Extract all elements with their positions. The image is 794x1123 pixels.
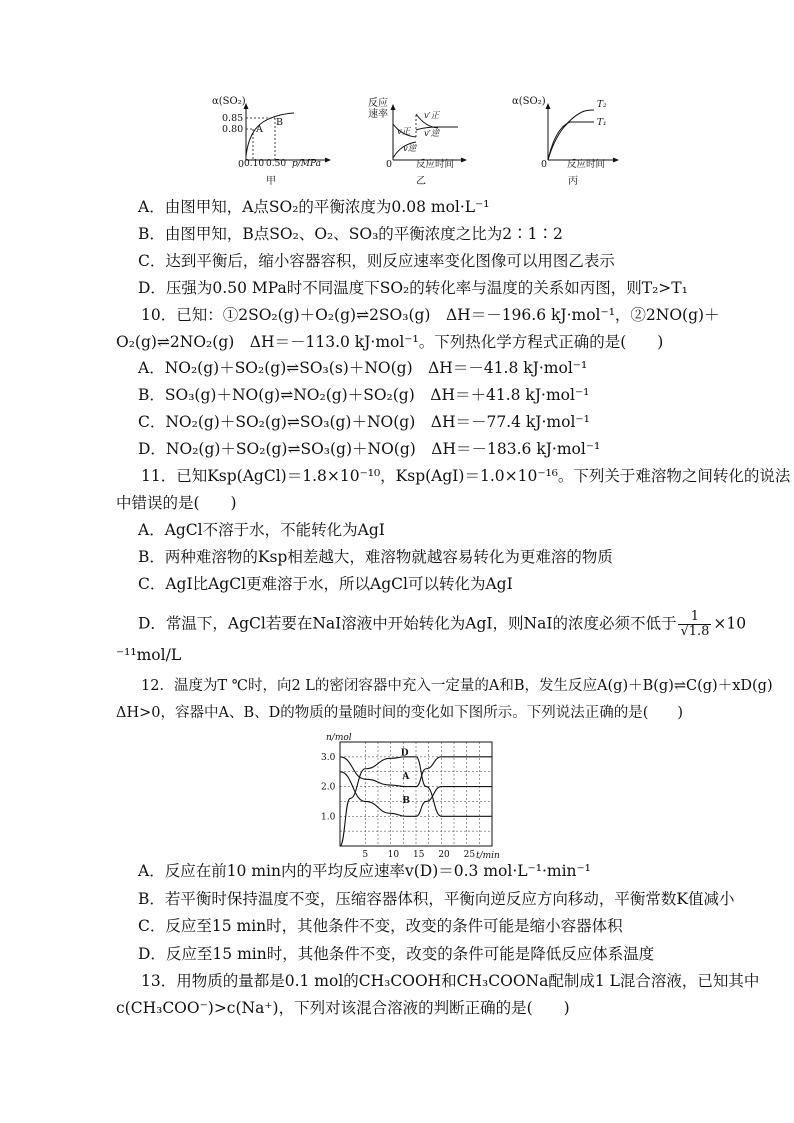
jia-point-a: A [256, 124, 263, 135]
chart-xlabel: t/min [476, 851, 500, 861]
figure-jia [208, 94, 338, 190]
jia-xtick-010: 0.10 [244, 159, 265, 169]
chart-series-label-B: B [402, 795, 410, 806]
q13-stem-line1: 13．用物质的量都是0.1 mol的CH₃COOH和CH₃COONa配制成1 L混合溶液，已知其中 [141, 972, 760, 990]
q9-option-d: D．压强为0.50 MPa时不同温度下SO₂的转化率与温度的关系如丙图，则T₂>T₁ [138, 279, 688, 297]
q11-stem-line2: 中错误的是( ) [116, 494, 237, 512]
bing-series-t2: T₂ [597, 100, 607, 110]
q11d-prefix: D．常温下，AgCl若要在NaI溶液中开始转化为AgI，则NaI的浓度必须不低于 [138, 614, 677, 633]
jia-point-b: B [276, 117, 283, 128]
q11d-frac-den: √1.8 [680, 624, 710, 639]
yi-caption: 乙 [416, 176, 426, 187]
q12-chart [318, 728, 506, 864]
chart-xtick-label: 5 [362, 850, 369, 860]
chart-ytick-label: 3.0 [321, 752, 336, 763]
jia-ytick-085: 0.85 [222, 113, 244, 124]
chart-ylabel: n/mol [326, 733, 352, 743]
q12-stem-line2: ΔH>0，容器中A、B、D的物质的量随时间的变化如下图所示。下列说法正确的是( ) [116, 705, 684, 721]
chart-series-label-A: A [402, 772, 410, 783]
q10-option-a: A．NO₂(g)＋SO₂(g)⇌SO₃(s)＋NO(g) ΔH＝－41.8 kJ·mol⁻¹ [138, 359, 588, 377]
q12-option-a: A．反应在前10 min内的平均反应速率v(D)＝0.3 mol·L⁻¹·min⁻¹ [138, 862, 591, 880]
chart-xtick-label: 15 [413, 850, 425, 860]
q11d-frac-num: 1 [678, 610, 711, 625]
q12-option-b: B．若平衡时保持温度不变，压缩容器体积，平衡向逆反应方向移动，平衡常数K值减小 [138, 890, 735, 908]
jia-origin: 0 [238, 159, 245, 170]
q10-stem-line1: 10．已知：①2SO₂(g)＋O₂(g)⇌2SO₃(g) ΔH＝－196.6 kJ·mol⁻¹，②2NO(g)＋ [141, 306, 720, 324]
chart-xtick-label: 20 [438, 850, 450, 860]
chart-xtick-label: 10 [387, 850, 400, 860]
q12-option-d: D．反应至15 min时，其他条件不变，改变的条件可能是降低反应体系温度 [138, 945, 655, 963]
q11-option-b: B．两种难溶物的Ksp相差越大，难溶物就越容易转化为更难溶的物质 [138, 548, 613, 566]
q10-option-c: C．NO₂(g)＋SO₂(g)⇌SO₃(g)＋NO(g) ΔH＝－77.4 kJ·mol⁻¹ [138, 413, 590, 431]
q12-option-c: C．反应至15 min时，其他条件不变，改变的条件可能是缩小容器体积 [138, 917, 623, 935]
figure-yi [366, 94, 472, 190]
figure-bing [512, 94, 622, 190]
q10-option-b: B．SO₃(g)＋NO(g)⇌NO₂(g)＋SO₂(g) ΔH＝＋41.8 kJ·mol⁻¹ [138, 386, 590, 404]
yi-label-v-prime-ni: v′逆 [424, 129, 440, 139]
chart-series-label-D: D [400, 748, 409, 759]
q11-option-d-line2: ⁻¹¹mol/L [116, 646, 182, 664]
q9-option-c: C．达到平衡后，缩小容器容积，则反应速率变化图像可以用图乙表示 [138, 252, 615, 270]
bing-origin: 0 [541, 159, 548, 170]
q11d-suffix: ×10 [713, 614, 747, 633]
bing-caption: 丙 [568, 176, 578, 187]
bing-xlabel: 反应时间 [567, 159, 606, 170]
yi-label-v-ni: v逆 [403, 144, 417, 154]
q11d-fraction [678, 610, 711, 639]
q13-stem-line2: c(CH₃COO⁻)>c(Na⁺)，下列对该混合溶液的判断正确的是( ) [116, 999, 570, 1017]
q9-option-a: A．由图甲知，A点SO₂的平衡浓度为0.08 mol·L⁻¹ [138, 198, 490, 216]
q11-stem-line1: 11．已知Ksp(AgCl)＝1.8×10⁻¹⁰，Ksp(AgI)＝1.0×10⁻¹⁶。下列关于难溶物之间转化的说法 [141, 467, 791, 485]
chart-ytick-label: 1.0 [321, 812, 336, 823]
chart-ytick-label: 2.0 [321, 782, 336, 793]
yi-xlabel: 反应时间 [416, 159, 455, 170]
bing-series-t1: T₁ [597, 118, 607, 128]
jia-ylabel: α(SO₂) [212, 96, 246, 107]
yi-ylabel-1: 反应 [368, 98, 388, 109]
chart-xtick-label: 25 [463, 850, 476, 860]
q9-option-b: B．由图甲知，B点SO₂、O₂、SO₃的平衡浓度之比为2∶1∶2 [138, 225, 563, 243]
yi-label-v-zheng: v正 [397, 127, 411, 137]
jia-xunit: p/MPa [292, 159, 322, 169]
yi-label-v-prime-zheng: v′正 [424, 111, 440, 121]
q11-option-a: A．AgCl不溶于水，不能转化为AgI [138, 521, 385, 539]
bing-ylabel: α(SO₂) [512, 96, 546, 107]
q12-stem-line1: 12．温度为T ℃时，向2 L的密闭容器中充入一定量的A和B，发生反应A(g)＋B(g)⇌C(g)＋xD(g) [141, 678, 773, 694]
yi-origin: 0 [386, 159, 393, 170]
jia-xtick-050: 0.50 [266, 159, 287, 169]
q10-option-d: D．NO₂(g)＋SO₂(g)⇌SO₃(g)＋NO(g) ΔH＝－183.6 kJ·mol⁻¹ [138, 440, 601, 458]
yi-ylabel-2: 速率 [368, 109, 388, 120]
jia-caption: 甲 [266, 176, 276, 187]
q11-option-d [138, 609, 747, 639]
jia-ytick-080: 0.80 [222, 124, 244, 135]
q11-option-c: C．AgI比AgCl更难溶于水，所以AgCl可以转化为AgI [138, 575, 513, 593]
q10-stem-line2: O₂(g)⇌2NO₂(g) ΔH＝－113.0 kJ·mol⁻¹。下列热化学方程式正确的是( ) [116, 333, 664, 351]
